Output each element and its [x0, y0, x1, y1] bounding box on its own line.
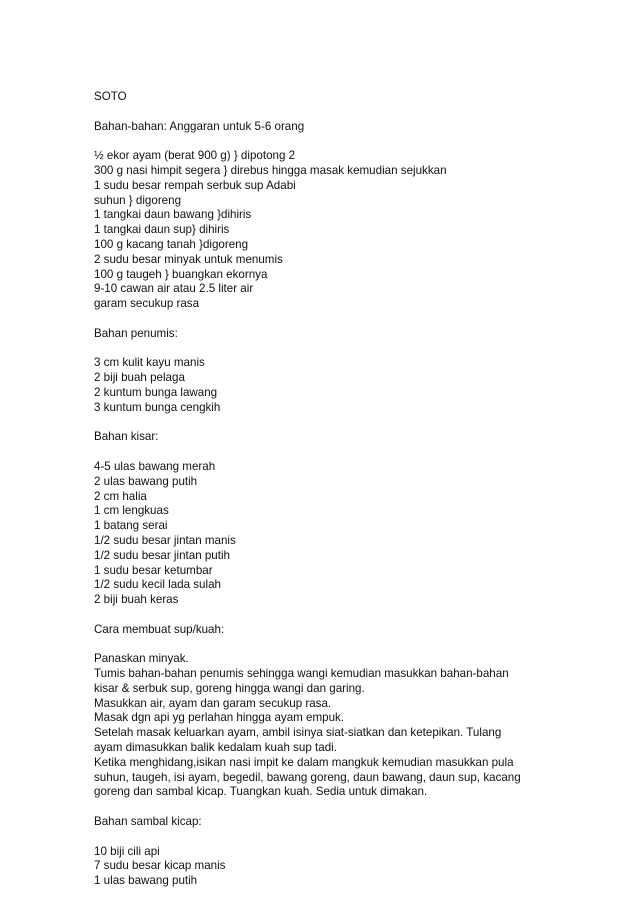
penumis-item: 2 biji buah pelaga — [94, 371, 185, 385]
kisar-item: 2 ulas bawang putih — [94, 474, 198, 488]
kisar-heading: Bahan kisar: — [94, 430, 159, 444]
cara-line: Ketika menghidang,isikan nasi impit ke dalam mangkuk kemudian masukkan pula — [94, 755, 514, 769]
kisar-item: 1 batang serai — [94, 519, 168, 533]
ingredient-item: 2 sudu besar minyak untuk menumis — [94, 252, 283, 266]
cara-line: Masukkan air, ayam dan garam secukup rasa. — [94, 696, 332, 710]
ingredient-item: 1 tangkai daun sup} dihiris — [94, 223, 230, 237]
cara-line: Setelah masak keluarkan ayam, ambil isinya siat-siatkan dan ketepikan. Tulang — [94, 726, 502, 740]
sambal-heading: Bahan sambal kicap: — [94, 815, 202, 829]
ingredient-item: garam secukup rasa — [94, 297, 200, 311]
sambal-item: 7 sudu besar kicap manis — [94, 859, 226, 873]
cara-steps — [94, 652, 574, 800]
ingredient-item: 1 tangkai daun bawang }dihiris — [94, 208, 252, 222]
ingredient-item: ½ ekor ayam (berat 900 g) } dipotong 2 — [94, 149, 296, 163]
penumis-list — [94, 356, 574, 415]
spacer — [94, 445, 574, 460]
kisar-item: 4-5 ulas bawang merah — [94, 459, 216, 473]
sambal-list — [94, 845, 574, 889]
kisar-item: 2 cm halia — [94, 489, 147, 503]
ingredients-list — [94, 149, 574, 312]
recipe-title: SOTO — [94, 90, 127, 103]
cara-line: ayam dimasukkan balik kedalam kuah sup tadi. — [94, 741, 337, 755]
ingredient-item: suhun } digoreng — [94, 193, 182, 207]
kisar-item: 1 sudu besar ketumbar — [94, 563, 213, 577]
kisar-item: 1/2 sudu besar jintan putih — [94, 548, 231, 562]
kisar-item: 1 cm lengkuas — [94, 504, 169, 518]
cara-line: Tumis bahan-bahan penumis sehingga wangi kemudian masukkan bahan-bahan — [94, 667, 509, 681]
spacer — [94, 105, 574, 120]
kisar-list — [94, 460, 574, 608]
ingredient-item: 100 g kacang tanah }digoreng — [94, 237, 249, 251]
kisar-item: 1/2 sudu besar jintan manis — [94, 533, 236, 547]
ingredients-intro: Bahan-bahan: Anggaran untuk 5-6 orang — [94, 119, 305, 133]
sambal-item: 1 ulas bawang putih — [94, 874, 198, 888]
sambal-item: 10 biji cili api — [94, 844, 160, 858]
spacer — [94, 134, 574, 149]
spacer — [94, 312, 574, 327]
kisar-item: 1/2 sudu kecil lada sulah — [94, 578, 221, 592]
cara-line: Panaskan minyak. — [94, 652, 189, 666]
spacer — [94, 342, 574, 357]
cara-heading: Cara membuat sup/kuah: — [94, 622, 225, 636]
ingredient-item: 9-10 cawan air atau 2.5 liter air — [94, 282, 254, 296]
penumis-heading: Bahan penumis: — [94, 326, 178, 340]
penumis-item: 2 kuntum bunga lawang — [94, 385, 218, 399]
spacer — [94, 416, 574, 431]
ingredient-item: 100 g taugeh } buangkan ekornya — [94, 267, 268, 281]
ingredient-item: 1 sudu besar rempah serbuk sup Adabi — [94, 178, 296, 192]
ingredient-item: 300 g nasi himpit segera } direbus hingga masak kemudian sejukkan — [94, 163, 447, 177]
spacer — [94, 830, 574, 845]
penumis-item: 3 cm kulit kayu manis — [94, 356, 205, 370]
spacer — [94, 608, 574, 623]
spacer — [94, 637, 574, 652]
spacer — [94, 800, 574, 815]
cara-line: Masak dgn api yg perlahan hingga ayam empuk. — [94, 711, 345, 725]
cara-line: goreng dan sambal kicap. Tuangkan kuah. Sedia untuk dimakan. — [94, 785, 428, 799]
kisar-item: 2 biji buah keras — [94, 593, 179, 607]
cara-line: suhun, taugeh, isi ayam, begedil, bawang goreng, daun bawang, daun sup, kacang — [94, 770, 521, 784]
document-page — [94, 90, 574, 889]
cara-line: kisar & serbuk sup, goreng hingga wangi dan garing. — [94, 681, 365, 695]
penumis-item: 3 kuntum bunga cengkih — [94, 400, 221, 414]
